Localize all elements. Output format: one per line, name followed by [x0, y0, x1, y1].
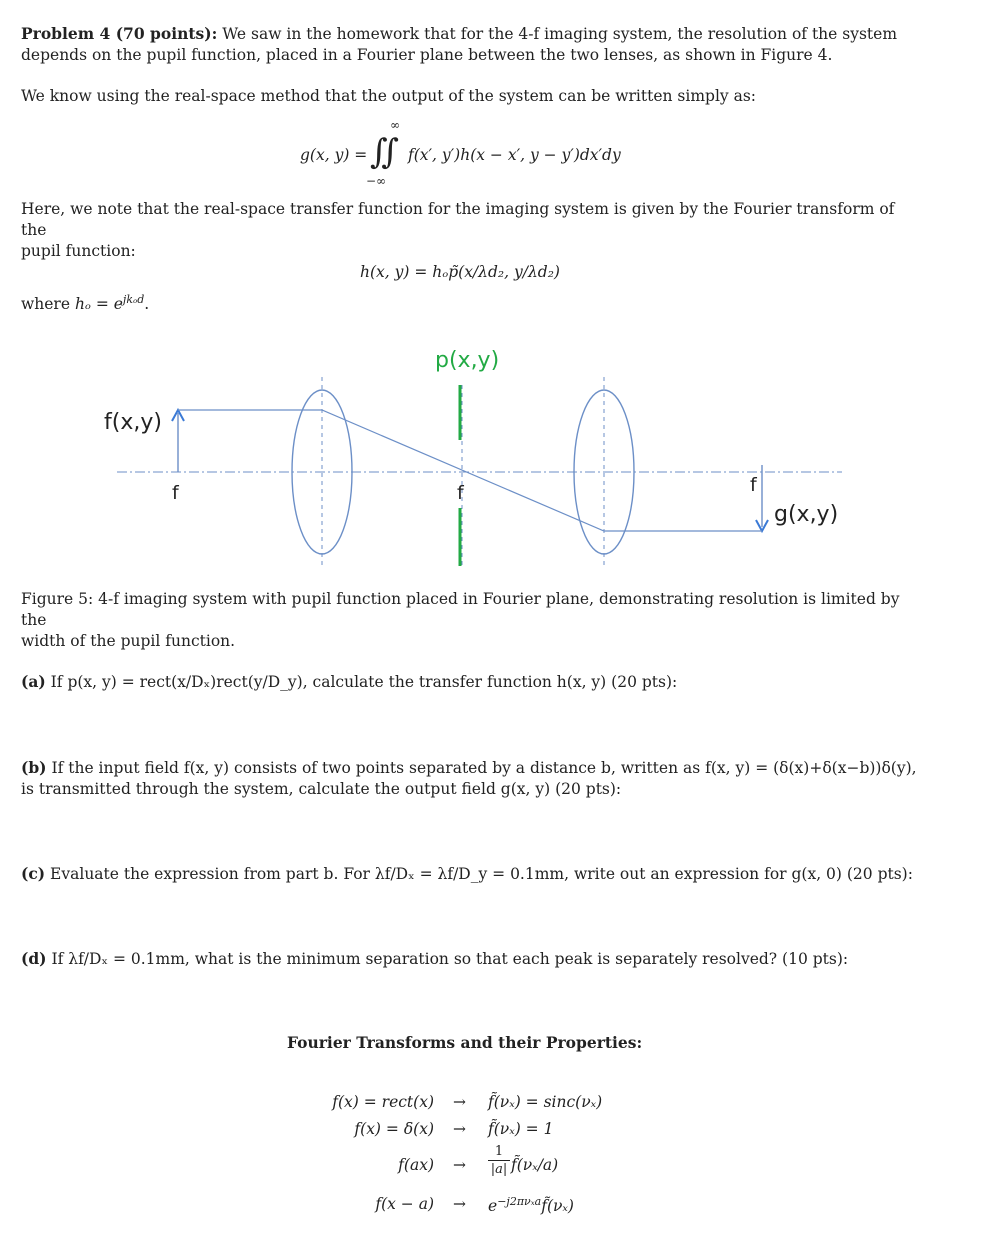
where-suffix: .: [144, 295, 150, 314]
transform-row-shift-right: f̃(νₓ): [541, 1197, 574, 1216]
part-d-text: If λf/Dₓ = 0.1mm, what is the minimum separation so that each peak is separately resolved? (10 pts):: [51, 950, 849, 968]
where-eq: hₒ = e: [74, 295, 123, 314]
part-c-label: (c): [21, 864, 46, 883]
realspace-text: We know using the real-space method that the output of the system can be written simply as:: [21, 87, 757, 105]
part-b-label: (b): [21, 758, 47, 777]
transform-row-rect-right: f̃(νₓ) = sinc(νₓ): [488, 1093, 603, 1111]
shift-exp-base: e: [488, 1197, 498, 1216]
transfer-line1: Here, we note that the real-space transfer function for the imaging system is given by the Fourier transform of the: [21, 200, 895, 239]
scaling-fraction-denominator: |a|: [490, 1162, 508, 1177]
part-a: [21, 671, 921, 693]
transforms-title: Fourier Transforms and their Properties:: [287, 1033, 643, 1052]
double-integral-sign: ∬: [370, 132, 399, 172]
transform-arrow-icon: →: [453, 1093, 466, 1111]
figure-caption: [21, 589, 921, 652]
convolution-equation: [300, 118, 700, 188]
scaling-fraction-numerator: 1: [488, 1144, 510, 1161]
transform-arrow-icon: →: [453, 1195, 466, 1213]
transfer-line2: pupil function:: [21, 242, 136, 260]
where-line: [21, 293, 149, 313]
ray-path: [178, 410, 762, 531]
shift-exp-sup: −j2πνₓa: [497, 1195, 542, 1208]
part-c-text: Evaluate the expression from part b. For λf/Dₓ = λf/D_y = 0.1mm, write out an expression for g(x, 0) (20 pts):: [50, 865, 913, 883]
eq1-lower-limit: −∞: [366, 174, 387, 188]
part-b-line2: is transmitted through the system, calculate the output field g(x, y) (20 pts):: [21, 780, 622, 798]
problem-heading: Problem 4 (70 points):: [21, 24, 218, 43]
transform-row-delta-left: f(x) = δ(x): [354, 1120, 434, 1138]
focal-label-fourier: f: [457, 482, 464, 504]
pupil-label: p(x,y): [435, 348, 500, 373]
transform-arrow-icon: →: [453, 1120, 466, 1138]
where-exponent: jkₒd: [122, 293, 145, 306]
eq1-integrand: f(x′, y′)h(x − x′, y − y′)dx′dy: [408, 146, 621, 164]
part-a-text: If p(x, y) = rect(x/Dₓ)rect(y/D_y), calculate the transfer function h(x, y) (20 pts):: [50, 673, 678, 691]
focal-label-output: f: [750, 474, 757, 496]
part-d-label: (d): [21, 949, 47, 968]
where-prefix: where: [21, 295, 75, 314]
transfer-paragraph: [21, 199, 921, 262]
transform-row-scaling-right: f̃(νₓ/a): [511, 1156, 559, 1174]
transform-arrow-icon: →: [453, 1156, 466, 1174]
intro-line1: We saw in the homework that for the 4-f imaging system, the resolution of the system: [222, 25, 898, 43]
caption-line2: width of the pupil function.: [21, 632, 236, 650]
part-b-line1: If the input field f(x, y) consists of two points separated by a distance b, written as f(x, y) = (δ(x)+δ(x−b))δ(y),: [51, 759, 917, 777]
transform-row-shift: [0, 1195, 982, 1219]
intro-line2: depends on the pupil function, placed in a Fourier plane between the two lenses, as shown in Figure 4.: [21, 46, 833, 64]
transform-row-rect: [0, 1093, 982, 1117]
eq1-lhs: g(x, y) =: [300, 146, 368, 164]
transform-row-shift-right-group: [488, 1195, 574, 1215]
transform-row-rect-left: f(x) = rect(x): [332, 1093, 434, 1111]
output-label: g(x,y): [774, 502, 839, 527]
part-d: [21, 948, 921, 970]
transform-row-scaling-left: f(ax): [398, 1156, 434, 1174]
part-b: [21, 757, 921, 800]
four-f-system-figure: [0, 330, 982, 580]
intro-paragraph: [21, 23, 921, 66]
part-a-label: (a): [21, 672, 46, 691]
transform-row-delta: [0, 1120, 982, 1144]
transform-row-scaling: [0, 1144, 982, 1190]
scaling-fraction: [488, 1144, 510, 1178]
focal-label-input: f: [172, 482, 179, 504]
input-label: f(x,y): [104, 410, 162, 435]
part-c: [21, 863, 921, 885]
transform-row-delta-right: f̃(νₓ) = 1: [488, 1120, 554, 1138]
caption-line1: Figure 5: 4-f imaging system with pupil function placed in Fourier plane, demonstrating resolution is limited by the: [21, 590, 900, 629]
eq1-upper-limit: ∞: [390, 118, 400, 132]
transform-row-shift-left: f(x − a): [375, 1195, 434, 1213]
transfer-equation: h(x, y) = hₒp̃(x/λd₂, y/λd₂): [360, 263, 560, 281]
